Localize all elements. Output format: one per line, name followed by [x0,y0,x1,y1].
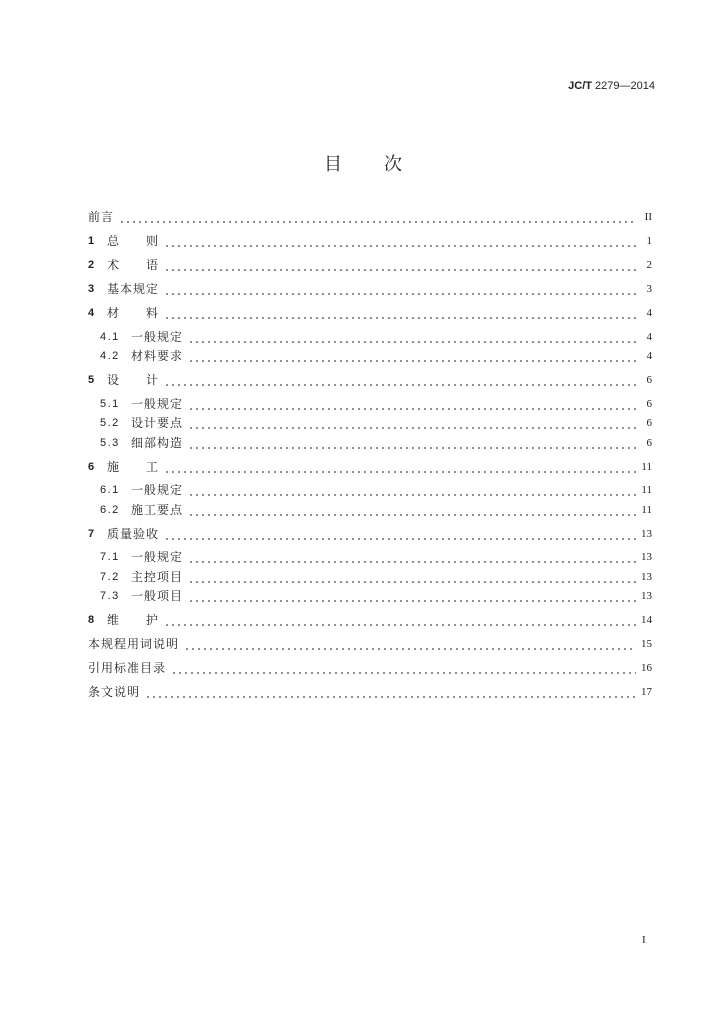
toc-entry-title: 本规程用词说明 [88,637,180,651]
toc-entry-number: 6.2 [100,503,120,516]
toc-subentry [88,568,652,588]
toc-leader [164,280,636,300]
toc-entry-title: 质量验收 [107,526,160,541]
toc-leader [188,548,636,568]
toc-entry-number: 5.2 [100,417,120,429]
toc-leader [171,659,636,679]
toc-leader [164,458,636,478]
toc-entry-title: 一般项目 [131,589,184,603]
toc-leader [164,256,636,276]
standard-code-header [568,80,655,92]
toc-entry-number: 5 [88,374,95,386]
toc-entry-number: 4.1 [100,330,120,343]
toc-leader [188,481,636,501]
toc-entry-number: 7.2 [100,570,120,583]
toc-leader [164,304,636,324]
toc-subentry [88,501,652,521]
toc-entry [88,208,652,228]
toc-entry-page: 6 [646,397,652,410]
toc-entry-page: 6 [646,374,652,386]
toc-entry-title: 施 工 [107,459,160,474]
standard-code-prefix: JC/T [568,80,592,92]
toc-entry [88,256,652,276]
toc-entry-number: 7.1 [100,551,120,563]
toc-entry-number: 5.3 [100,436,120,449]
toc-entry [88,611,652,631]
toc-entry [88,525,652,545]
toc-entry-page: 2 [646,259,652,271]
toc-entry-title: 设 计 [107,373,160,387]
table-of-contents [88,208,652,703]
toc-entry-title: 一般规定 [131,329,184,344]
toc-entry-page: 11 [641,460,652,473]
toc-subentry [88,548,652,568]
toc-entry-number: 1 [88,235,95,247]
toc-entry-title: 材 料 [107,306,160,320]
toc-entry-title: 术 语 [107,258,160,272]
toc-subentry [88,587,652,607]
toc-entry-number: 4.2 [100,350,120,362]
toc-leader [188,347,636,367]
toc-subentry [88,434,652,454]
toc-leader [188,568,636,588]
toc-leader [119,208,636,228]
toc-entry-title: 设计要点 [131,416,184,430]
toc-leader [164,525,636,545]
toc-entry [88,371,652,391]
toc-entry-title: 一般规定 [131,550,184,564]
toc-entry-page: 3 [646,283,652,295]
toc-leader [188,395,636,415]
toc-entry-page: 11 [641,484,652,496]
toc-entry-page: 15 [641,638,652,650]
toc-subentry [88,414,652,434]
toc-entry-number: 5.1 [100,397,120,410]
toc-entry-title: 维 护 [107,613,160,627]
toc-entry-page: 13 [641,570,652,583]
toc-leader [145,683,636,703]
toc-subentry [88,481,652,501]
toc-entry-page: II [644,211,652,223]
toc-leader [188,501,636,521]
toc-entry-number: 7 [88,527,95,540]
toc-entry-number: 3 [88,283,95,295]
toc-entry [88,458,652,478]
toc-subentry [88,347,652,367]
page-title: 目 次 [324,154,414,175]
toc-subentry [88,328,652,348]
toc-entry-page: 11 [641,503,652,516]
toc-entry-number: 6 [88,460,95,473]
toc-entry-page: 6 [646,436,652,449]
toc-entry-title: 一般规定 [131,396,184,411]
toc-leader [188,328,636,348]
toc-entry [88,635,652,655]
toc-entry-page: 13 [641,527,652,540]
toc-entry-title: 基本规定 [107,282,160,296]
toc-entry-number: 8 [88,614,95,626]
toc-leader [164,371,636,391]
toc-entry-title: 材料要求 [131,349,184,363]
toc-entry-page: 13 [641,551,652,563]
toc-entry [88,304,652,324]
toc-entry-title: 细部构造 [131,435,184,450]
toc-entry-number: 4 [88,307,95,319]
toc-entry-page: 16 [641,662,652,674]
toc-entry-title: 总 则 [107,234,160,248]
toc-entry-page: 4 [646,350,652,362]
toc-entry [88,232,652,252]
toc-entry-number: 6.1 [100,484,120,496]
toc-entry [88,683,652,703]
toc-leader [188,414,636,434]
toc-entry-number: 7.3 [100,590,120,602]
toc-leader [184,635,636,655]
toc-entry [88,280,652,300]
toc-entry-title: 条文说明 [88,685,141,699]
toc-entry [88,659,652,679]
toc-entry-title: 前言 [88,210,115,224]
toc-entry-page: 1 [646,235,652,247]
toc-entry-page: 14 [641,614,652,626]
toc-entry-title: 引用标准目录 [88,661,167,675]
toc-subentry [88,395,652,415]
toc-entry-page: 4 [646,307,652,319]
toc-entry-page: 4 [646,330,652,343]
toc-entry-title: 主控项目 [131,569,184,584]
standard-code-number: 2279—2014 [595,80,655,92]
toc-leader [188,587,636,607]
toc-entry-title: 施工要点 [131,502,184,517]
toc-entry-page: 17 [641,686,652,698]
footer-page-number: I [642,934,646,946]
toc-entry-page: 13 [641,590,652,602]
toc-leader [188,434,636,454]
toc-leader [164,611,636,631]
toc-leader [164,232,636,252]
toc-entry-title: 一般规定 [131,483,184,497]
toc-entry-page: 6 [646,417,652,429]
toc-entry-number: 2 [88,259,95,271]
